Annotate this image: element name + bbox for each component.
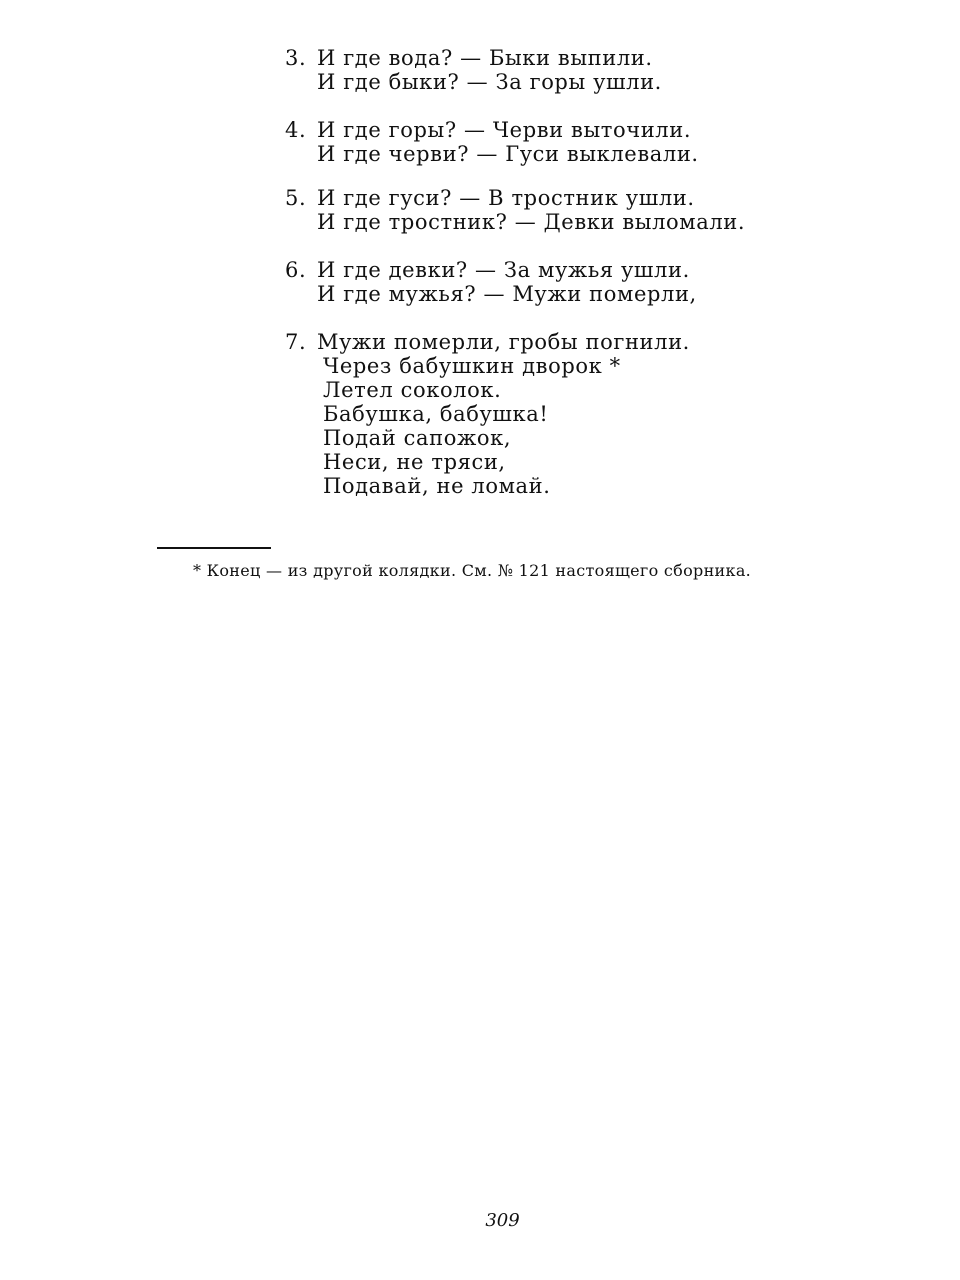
- stanza-text: И где горы? — Черви выточили.: [317, 118, 692, 142]
- stanza-line: [285, 258, 785, 282]
- stanza-number: 4.: [285, 118, 307, 142]
- stanza-4: [285, 118, 785, 166]
- stanza-line: Неси, не тряси,: [323, 450, 506, 474]
- stanza-number: 6.: [285, 258, 307, 282]
- stanza-line: Подай сапожок,: [323, 426, 512, 450]
- stanza-text: И где гуси? — В тростник ушли.: [317, 186, 695, 210]
- stanza-number: 7.: [285, 330, 307, 354]
- stanza-line: И где быки? — За горы ушли.: [317, 70, 662, 94]
- stanza-5: [285, 186, 785, 234]
- footnote-divider: [157, 547, 271, 549]
- stanza-text: Мужи померли, гробы погнили.: [317, 330, 690, 354]
- stanza-line: Бабушка, бабушка!: [323, 402, 549, 426]
- stanza-text: И где девки? — За мужья ушли.: [317, 258, 690, 282]
- stanza-line: [285, 186, 785, 210]
- stanza-line: Летел соколок.: [323, 378, 502, 402]
- stanza-6: [285, 258, 785, 306]
- stanza-line: И где тростник? — Девки выломали.: [317, 210, 746, 234]
- stanza-line: Подавай, не ломай.: [323, 474, 551, 498]
- stanza-line: [285, 118, 785, 142]
- stanza-line: [285, 46, 785, 70]
- page-number: 309: [485, 1210, 520, 1231]
- stanza-7: [285, 330, 785, 498]
- stanza-number: 3.: [285, 46, 307, 70]
- stanza-line: [285, 330, 785, 354]
- stanza-line: И где черви? — Гуси выклевали.: [317, 142, 699, 166]
- stanza-text: И где вода? — Быки выпили.: [317, 46, 653, 70]
- stanza-line: И где мужья? — Мужи померли,: [317, 282, 697, 306]
- footnote: * Конец — из другой колядки. См. № 121 настоящего сборника.: [193, 561, 752, 580]
- stanza-3: [285, 46, 785, 94]
- stanza-number: 5.: [285, 186, 307, 210]
- stanza-line: Через бабушкин дворок *: [323, 354, 621, 378]
